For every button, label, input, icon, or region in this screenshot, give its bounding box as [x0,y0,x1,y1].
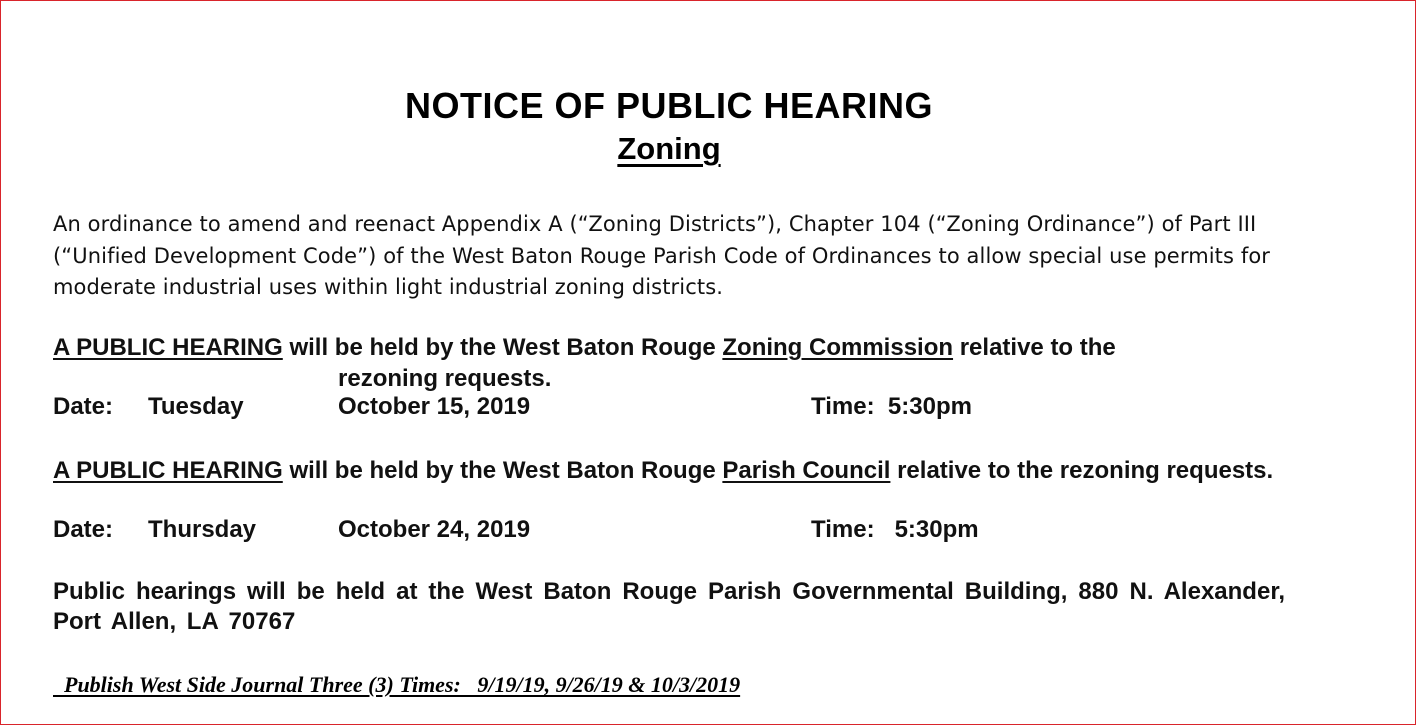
commission-time: Time: 5:30pm [811,393,972,420]
commission-hearing-paragraph [53,332,1293,394]
ordinance-paragraph: An ordinance to amend and reenact Appendix A (“Zoning Districts”), Chapter 104 (“Zoning Ordinance”) of Part III (“Unified Development Code”) of the West Baton Rouge Parish Code of Ordinances to allow special use permits for moderate industrial uses within light industrial zoning districts. [53,212,1271,299]
publish-note: Publish West Side Journal Three (3) Times: 9/19/19, 9/26/19 & 10/3/2019 [53,672,741,697]
council-hearing-text: will be held by the West Baton Rouge [282,457,723,484]
council-hearing-text-end: relative to the rezoning requests. [890,457,1274,484]
council-body-name: Parish Council [722,457,891,484]
council-date-row [53,516,1293,547]
commission-body-name: Zoning Commission [722,334,954,361]
commission-date-row [53,393,1293,424]
commission-date-label: Date: [53,393,114,420]
subtitle-text: Zoning [617,131,721,166]
council-date-label: Date: [53,516,114,543]
council-hearing-lead: A PUBLIC HEARING [53,457,283,484]
council-hearing-paragraph [53,455,1293,486]
notice-title: NOTICE OF PUBLIC HEARING [404,85,933,126]
commission-hearing-text-end: relative to the [953,334,1116,361]
notice-subtitle [1,131,1337,167]
council-time: Time: 5:30pm [811,516,979,543]
commission-date: October 15, 2019 [338,393,531,420]
council-day: Thursday [148,516,257,543]
council-date: October 24, 2019 [338,516,531,543]
commission-day: Tuesday [148,393,244,420]
location-paragraph: Public hearings will be held at the West Baton Rouge Parish Governmental Building, 880 N. Alexander, Port Allen, LA 70767 [53,578,1285,635]
commission-hearing-text-line2: rezoning requests. [338,365,552,392]
commission-hearing-lead: A PUBLIC HEARING [53,334,283,361]
commission-hearing-text: will be held by the West Baton Rouge [282,334,723,361]
